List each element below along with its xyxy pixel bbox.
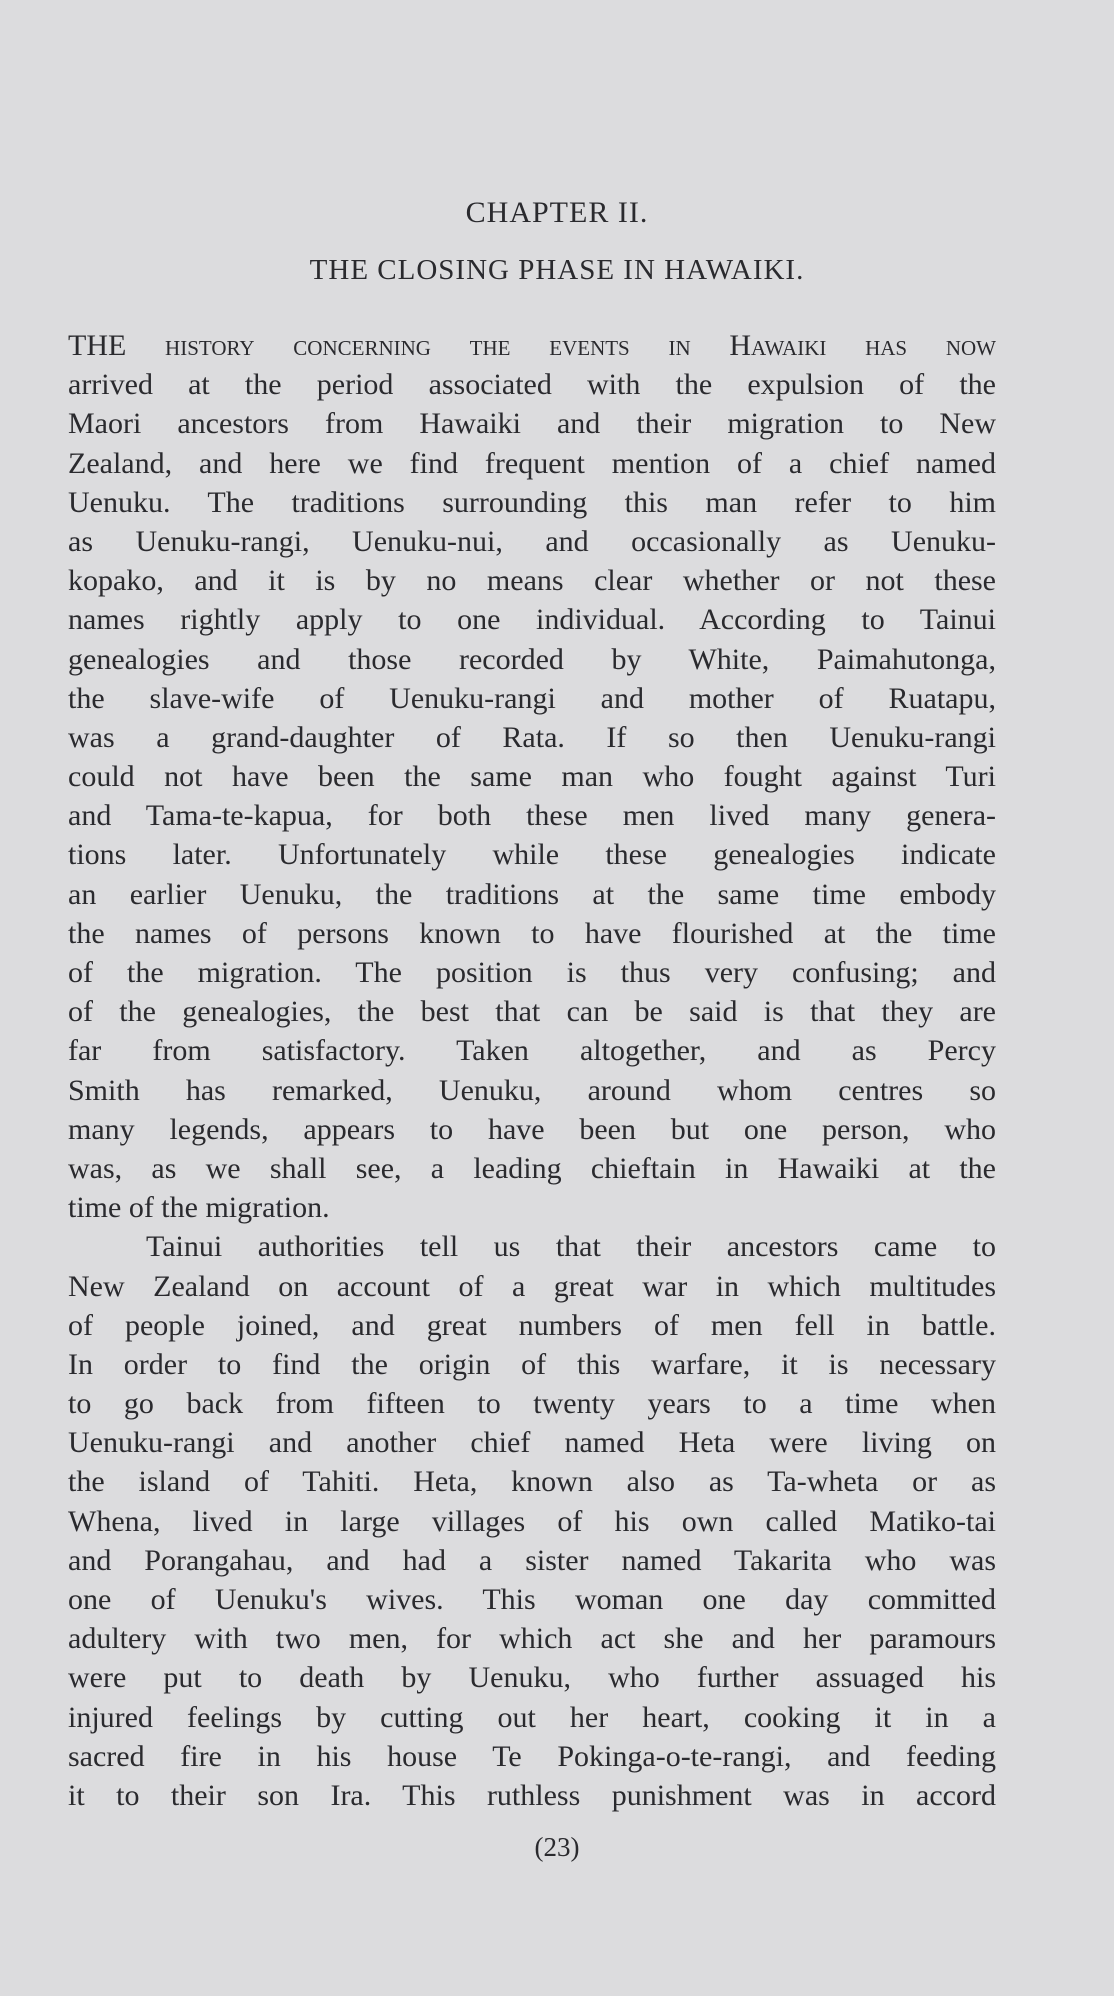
text-line: of the migration. The position is thus very confusing; and (68, 956, 996, 989)
text-line: of the genealogies, the best that can be said is that they are (68, 995, 996, 1029)
text-line: the names of persons known to have flourished at the time (68, 916, 996, 950)
text-line: Smith has remarked, Uenuku, around whom centres so (68, 1073, 996, 1107)
text-line: it to their son Ira. This ruthless punishment was in accord (68, 1778, 996, 1812)
text-line: far from satisfactory. Taken altogether, and as Percy (68, 1034, 996, 1068)
text-line: genealogies and those recorded by White, Paimahutonga, (68, 642, 996, 676)
text-line: kopako, and it is by no means clear whether or not these (68, 564, 996, 598)
text-line: of people joined, and great numbers of men fell in battle. (68, 1308, 996, 1342)
page-number: (23) (534, 1832, 580, 1862)
text-line: was, as we shall see, a leading chieftain in Hawaiki at the (68, 1151, 996, 1185)
text-line: an earlier Uenuku, the traditions at the same time embody (68, 877, 996, 911)
text-line: arrived at the period associated with the expulsion of the (68, 368, 996, 402)
text-line: Zealand, and here we find frequent mention of a chief named (68, 446, 996, 480)
text-line: tions later. Unfortunately while these genealogies indicate (68, 838, 996, 872)
text-line: In order to find the origin of this warfare, it is necessary (68, 1347, 996, 1381)
paragraph-1 (68, 326, 996, 1227)
text-line: Tainui authorities tell us that their ancestors came to (146, 1230, 996, 1264)
text-line: sacred fire in his house Te Pokinga-o-te-rangi, and feeding (68, 1739, 996, 1773)
text-line-content: THE history concerning the events in Hawaiki has now (68, 329, 996, 362)
text-line: Uenuku. The traditions surrounding this man refer to him (68, 485, 996, 519)
text-line: the slave-wife of Uenuku-rangi and mother of Ruatapu, (68, 681, 996, 715)
text-line (68, 326, 996, 365)
text-line: could not have been the same man who fought against Turi (68, 760, 996, 794)
body-text (68, 326, 996, 1815)
text-line: Maori ancestors from Hawaiki and their migration to New (68, 407, 996, 441)
text-line: injured feelings by cutting out her heart, cooking it in a (68, 1700, 996, 1734)
paragraph-2 (68, 1227, 996, 1815)
text-line: Uenuku-rangi and another chief named Heta were living on (68, 1426, 996, 1460)
text-line: and Porangahau, and had a sister named Takarita who was (68, 1543, 996, 1577)
text-line: were put to death by Uenuku, who further assuaged his (68, 1661, 996, 1695)
text-line: adultery with two men, for which act she and her paramours (68, 1622, 996, 1656)
text-line: Whena, lived in large villages of his own called Matiko-tai (68, 1504, 996, 1538)
text-line: to go back from fifteen to twenty years to a time when (68, 1387, 996, 1421)
text-line: as Uenuku-rangi, Uenuku-nui, and occasionally as Uenuku- (68, 524, 996, 558)
text-line: many legends, appears to have been but one person, who (68, 1112, 996, 1146)
text-line: time of the migration. (68, 1191, 330, 1225)
text-line: the island of Tahiti. Heta, known also as Ta-wheta or as (68, 1465, 996, 1499)
text-line: names rightly apply to one individual. According to Tainui (68, 603, 996, 637)
text-line: was a grand-daughter of Rata. If so then Uenuku-rangi (68, 720, 996, 754)
chapter-title: THE CLOSING PHASE IN HAWAIKI. (309, 254, 805, 286)
text-line: New Zealand on account of a great war in which multitudes (68, 1269, 996, 1303)
text-line: and Tama-te-kapua, for both these men lived many genera- (68, 799, 996, 833)
text-line: one of Uenuku's wives. This woman one day committed (68, 1583, 996, 1616)
chapter-number: CHAPTER II. (465, 196, 649, 229)
